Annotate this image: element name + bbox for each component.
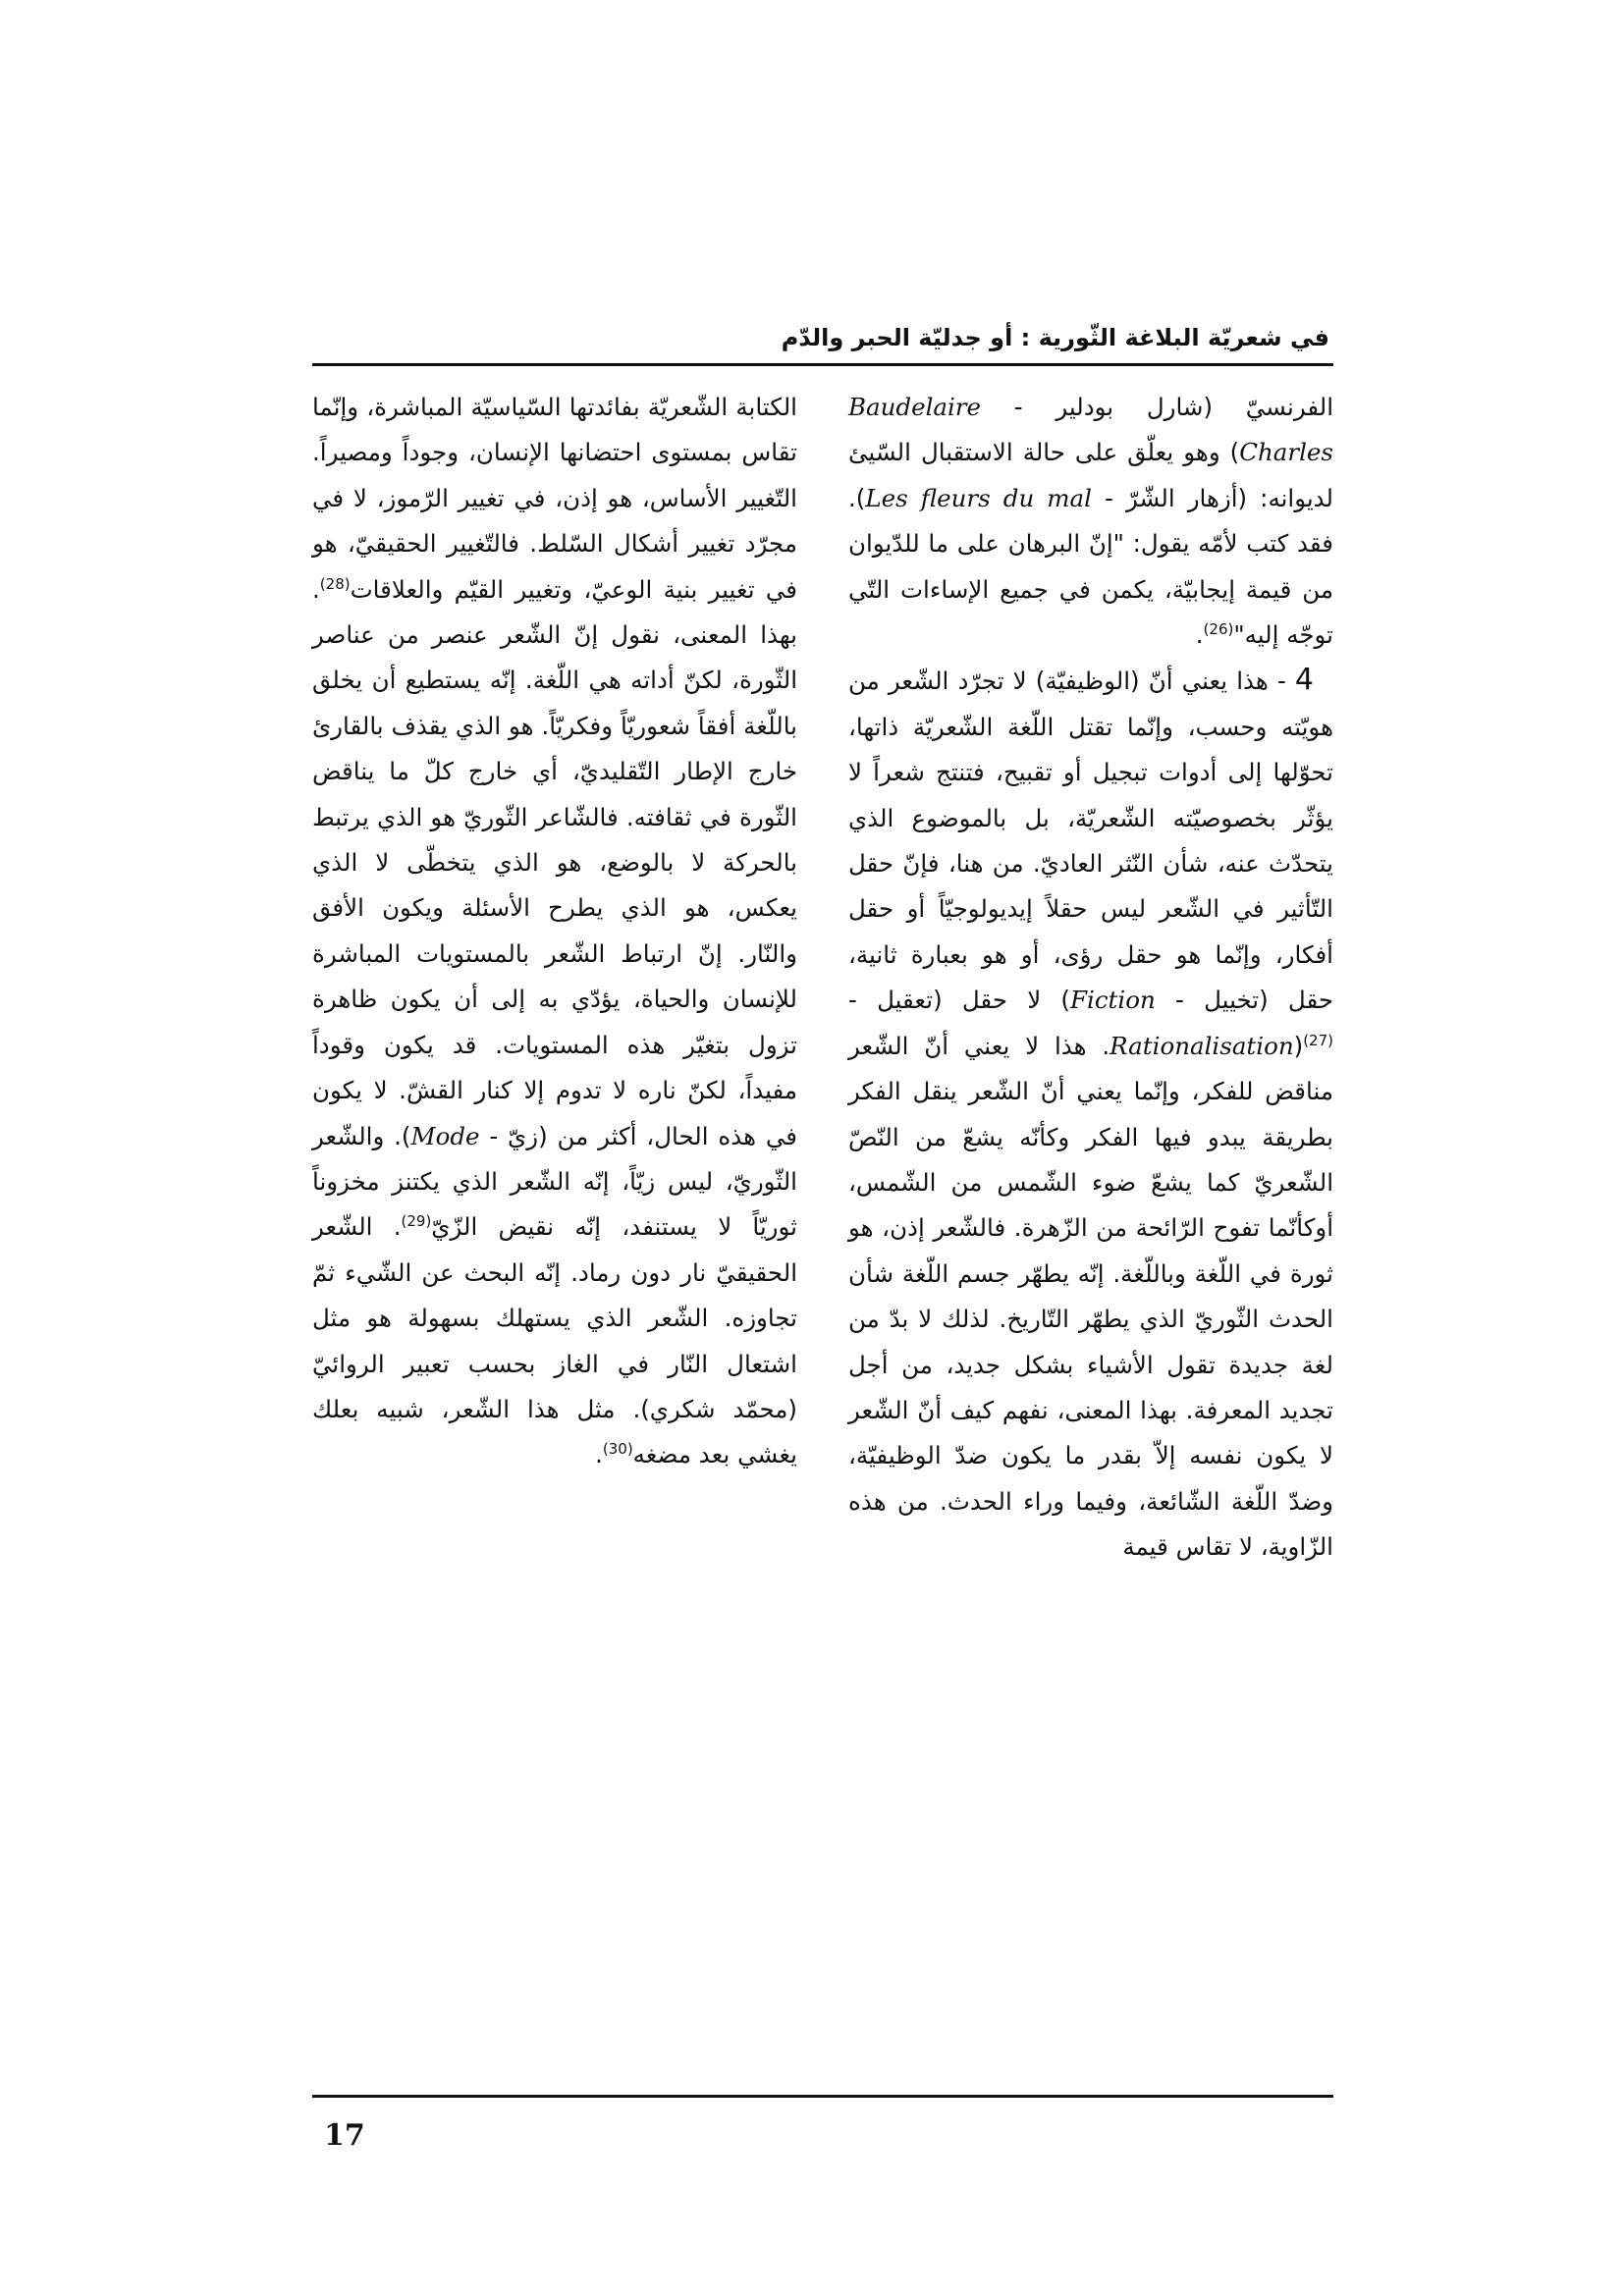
text-span: الكتابة الشّعريّة بفائدتها السّياسيّة المباشرة، وإنّما تقاس بمستوى احتضانها الإنسان، وجوداً ومصيراً. التّغيير الأساس، هو إذن، في تغيير الرّموز، لا في مجرّد تغيير أشكال السّلط. فالتّغيير الحقيقيّ، هو في تغيير بنية الوعيّ، وتغيير القيّم والعلاقات	[312, 393, 797, 604]
paragraph-continuation	[312, 385, 797, 1478]
footnote-ref: (28)	[319, 574, 351, 593]
text-span: . بهذا المعنى، نقول إنّ الشّعر عنصر من عناصر الثّورة، لكنّ أداته هي اللّغة. إنّه يستطيع أن يخلق باللّغة أفقاً شعوريّاً وفكريّاً. هو الذي يقذف بالقارئ خارج الإطار التّقليديّ، أي خارج كلّ ما يناقض الثّورة في ثقافته. فالشّاعر الثّوريّ هو الذي يرتبط بالحركة لا بالوضع، هو الذي يتخطّى لا الذي يعكس، هو الذي يطرح الأسئلة ويكون الأفق والنّار. إنّ ارتباط الشّعر بالمستويات المباشرة للإنسان والحياة، يؤدّي به إلى أن يكون ظاهرة تزول بتغيّر هذه المستويات. قد يكون وقوداً مفيداً، لكنّ ناره لا تدوم إلا كنار القشّ. لا يكون في هذه الحال، أكثر من (زيّ -	[312, 574, 797, 1150]
footnote-ref: (27)	[1303, 1031, 1333, 1049]
text-span: ) لا حقل (تعقيل -	[848, 986, 1070, 1015]
footnote-ref: (26)	[1203, 619, 1234, 638]
latin-term: Baudelaire Charles	[848, 393, 1333, 467]
text-span: .	[595, 1440, 603, 1469]
latin-term: Rationalisation	[1110, 1031, 1294, 1060]
running-header-title: في شعريّة البلاغة الثّورية : أو جدليّة الحبر والدّم	[781, 324, 1329, 351]
footnote-ref: (29)	[401, 1212, 432, 1231]
latin-term: Fiction	[1070, 986, 1156, 1015]
header-divider	[312, 363, 1333, 366]
text-span: ). فقد كتب لأمّه يقول: "إنّ البرهان على ما للدّيوان من قيمة إيجابيّة، يكمن في جميع الإساءات التّي توجّه إليه"	[848, 483, 1333, 650]
latin-term: Mode	[410, 1121, 480, 1150]
left-text-column	[312, 385, 797, 1478]
right-text-column	[848, 385, 1333, 1571]
text-span: ) وهو يعلّق على حالة الاستقبال السّيئ لديوانه: (أزهار الشّرّ -	[848, 438, 1334, 512]
text-span: )	[1293, 1031, 1304, 1060]
text-span: - هذا يعني أنّ (الوظيفيّة) لا تجرّد الشّعر من هويّته وحسب، وإنّما تقتل اللّغة الشّعريّة ذاتها، تحوّلها إلى أدوات تبجيل أو تقبيح، فتنتج شعراً لا يؤثّر بخصوصيّته الشّعريّة، بل بالموضوع الذي يتحدّث عنه، شأن النّثر العاديّ. من هنا، فإنّ حقل التّأثير في الشّعر ليس حقلاً إيديولوجيّاً أو حقل أفكار، وإنّما هو حقل رؤى، أو هو بعبارة ثانية، حقل (تخييل -	[848, 667, 1333, 1015]
text-span: ). والشّعر الثّوريّ، ليس زيّاً، إنّه الشّعر الذي يكتنز مخزوناً ثوريّاً لا يستنفد، إنّه نقيض الزّيّ	[312, 1121, 797, 1242]
text-span: .	[1195, 620, 1204, 650]
paragraph-number: 4	[1294, 663, 1314, 698]
page-number: 17	[324, 2118, 365, 2153]
footnote-ref: (30)	[602, 1440, 633, 1459]
text-span: . هذا لا يعني أنّ الشّعر مناقض للفكر، وإنّما يعني أنّ الشّعر ينقل الفكر بطريقة يبدو فيها الفكر وكأنّه يشعّ من النّصّ الشّعريّ كما يشعّ ضوء الشّمس من الشّمس، أوكأنّما تفوح الرّائحة من الزّهرة. فالشّعر إذن، هو ثورة في اللّغة وباللّغة. إنّه يطهّر جسم اللّغة شأن الحدث الثّوريّ الذي يطهّر التّاريخ. لذلك لا بدّ من لغة جديدة تقول الأشياء بشكل جديد، من أجل تجديد المعرفة. بهذا المعنى، نفهم كيف أنّ الشّعر لا يكون نفسه إلاّ بقدر ما يكون ضدّ الوظيفيّة، وضدّ اللّغة الشّائعة، وفيما وراء الحدث. من هذه الزّاوية، لا تقاس قيمة	[848, 1031, 1333, 1562]
latin-term: Les fleurs du mal	[865, 483, 1092, 512]
footer-divider	[312, 2095, 1333, 2098]
text-span: الفرنسيّ (شارل بودلير -	[981, 393, 1333, 421]
paragraph-baudelaire	[848, 385, 1333, 658]
text-span: . الشّعر الحقيقيّ نار دون رماد. إنّه البحث عن الشّيء ثمّ تجاوزه. الشّعر الذي يستهلك بسهولة هو مثل اشتعال النّار في الغاز بحسب تعبير الروائيّ (محمّد شكري). مثل هذا الشّعر، شبيه بعلك يغشي بعد مضغه	[312, 1212, 797, 1469]
paragraph-functionalism	[848, 658, 1333, 1570]
